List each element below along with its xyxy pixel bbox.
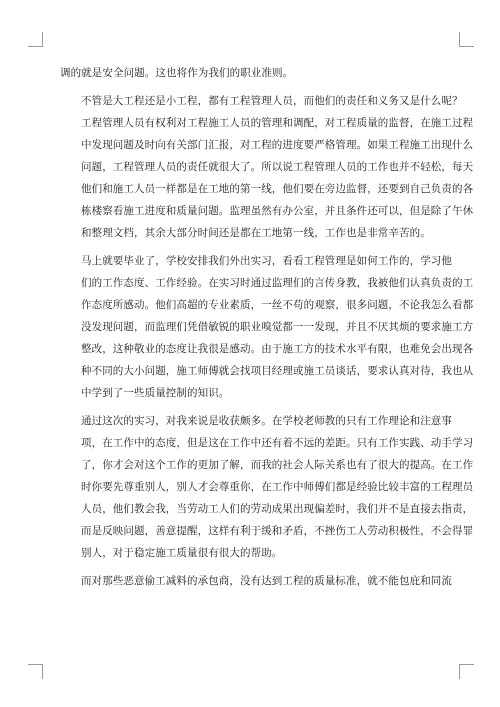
text-line: 时你要先尊重别人，别人才会尊重你，在工作中师傅们都是经验比较丰富的工程理员 bbox=[81, 481, 474, 493]
text-line: 中学到了一些质量控制的知识。 bbox=[81, 387, 230, 399]
text-line: 种不同的大小问题，施工师傅就会找项目经理或施工员谈话，要求认真对待，我也从 bbox=[81, 365, 474, 377]
text-line: 和整理文档，其余大部分时间还是都在工地第一线，工作也是非常辛苦的。 bbox=[81, 227, 431, 239]
text-line: 问题，工程管理人员的责任就很大了。所以说工程管理人员的工作也并不轻松，每天 bbox=[81, 161, 474, 173]
text-line: 中发现问题及时向有关部门汇报，对工程的进度要严格管理。如果工程施工出现什么 bbox=[81, 139, 474, 151]
document-body bbox=[60, 62, 474, 592]
paragraph bbox=[60, 410, 474, 564]
text-line: 们的工作态度、工作经验。在实习时通过监理们的言传身教，我被他们认真负责的工 bbox=[81, 277, 474, 289]
text-line: 通过这次的实习，对我来说是收获颇多。在学校老师教的只有工作理论和注意事 bbox=[81, 415, 452, 427]
text-line: 整改，这种敬业的态度让我很是感动。由于施工方的技术水平有限，也难免会出现各 bbox=[81, 343, 474, 355]
crop-mark-bottom-left bbox=[28, 664, 43, 679]
text-line: 别人，对于稳定施工质量很有很大的帮助。 bbox=[81, 547, 283, 559]
crop-mark-top-right bbox=[459, 32, 474, 47]
text-line: 而是反映问题，善意提醒，这样有利于缓和矛盾，不挫伤工人劳动积极性，不会得罪 bbox=[81, 525, 474, 537]
text-line: 而对那些恶意偷工减料的承包商，没有达到工程的质量标准，就不能包庇和同流 bbox=[81, 575, 452, 587]
text-line: 栋楼察看施工进度和质量问题。监理虽然有办公室，并且条件还可以，但是除了午休 bbox=[81, 205, 474, 217]
text-line: 不管是大工程还是小工程，都有工程管理人员，而他们的责任和义务又是什么呢？ bbox=[81, 95, 463, 107]
text-line: 人员，他们教会我，当劳动工人们的劳动成果出现偏差时，我们并不是直接去指责， bbox=[81, 503, 474, 515]
text-line: 他们和施工人员一样都是在工地的第一线，他们要在旁边监督，还要到自己负责的各 bbox=[81, 183, 474, 195]
text-line: 马上就要毕业了，学校安排我们外出实习，看看工程管理是如何工作的，学习他 bbox=[81, 255, 452, 267]
text-line: 作态度所感动。他们高超的专业素质，一丝不苟的观察，很多问题，不论我怎么看都 bbox=[81, 299, 474, 311]
text-line: 没发现问题，而监理们凭借敏锐的职业嗅觉都一一发现，并且不厌其烦的要求施工方 bbox=[81, 321, 474, 333]
text-line: 工程管理人员有权利对工程施工人员的管理和调配，对工程质量的监督，在施工过程 bbox=[81, 117, 474, 129]
text-line: 调的就是安全问题。这也将作为我们的职业准则。 bbox=[60, 67, 294, 79]
crop-mark-top-left bbox=[28, 32, 43, 47]
paragraph bbox=[60, 62, 444, 84]
paragraph bbox=[60, 570, 452, 592]
text-line: 了，你才会对这个工作的更加了解，而我的社会人际关系也有了很大的提高。在工作 bbox=[81, 459, 474, 471]
paragraph bbox=[60, 90, 474, 244]
crop-mark-bottom-right bbox=[459, 664, 474, 679]
text-line: 项，在工作中的态度，但是这在工作中还有着不远的差距。只有工作实践、动手学习 bbox=[81, 437, 474, 449]
paragraph bbox=[60, 250, 474, 404]
